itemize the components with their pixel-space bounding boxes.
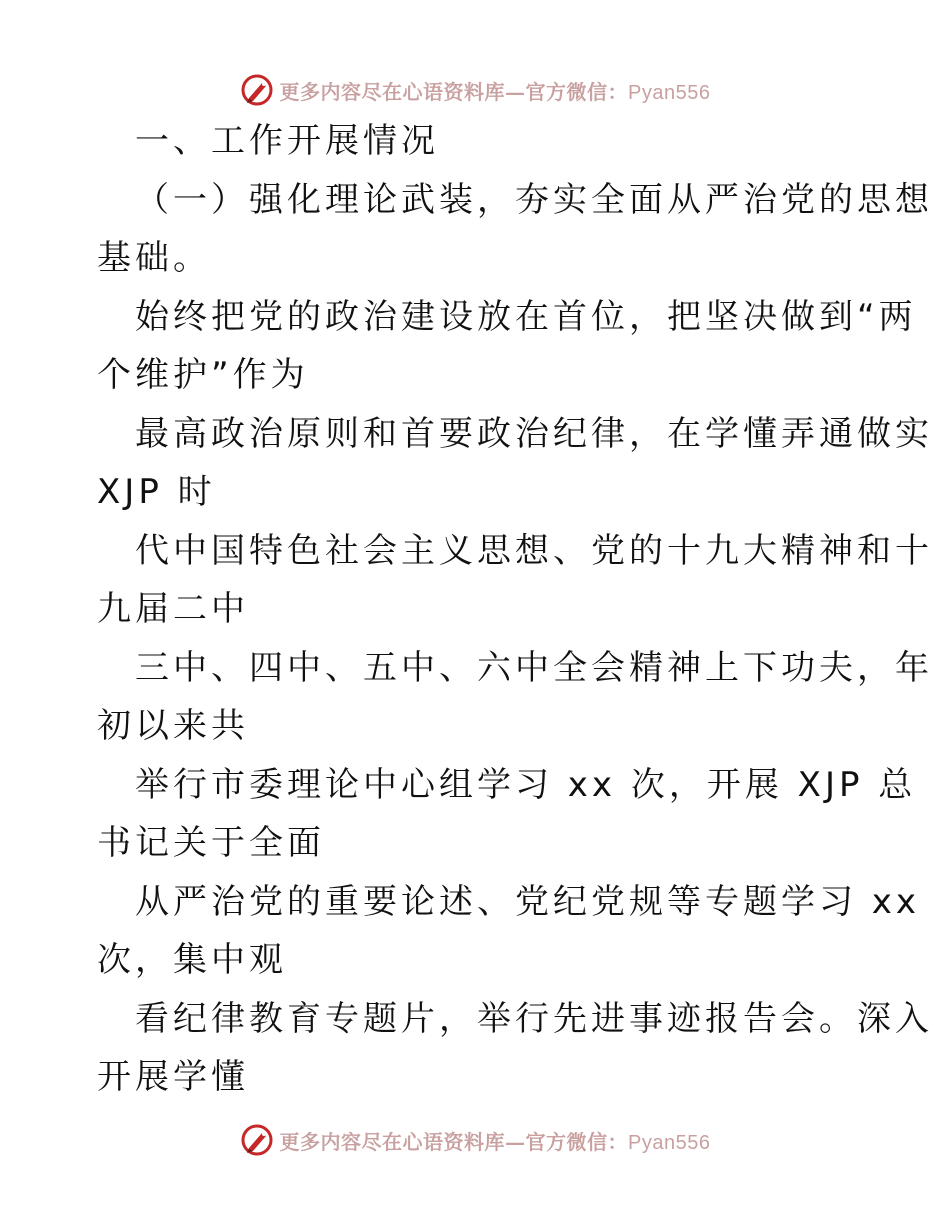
paragraph-first-line: 最高政治原则和首要政治纪律，在学懂弄通做实 [135,413,933,454]
paragraph-continuation-line: 个维护”作为 [97,355,309,395]
paragraph-first-line: 从严治党的重要论述、党纪党规等专题学习 xx [135,881,921,922]
watermark-text: 更多内容尽在心语资料库—官方微信：Pyan556 [279,79,711,104]
document-body [97,112,933,1107]
footer-watermark [0,1120,950,1160]
paragraph-first-line: 一、工作开展情况 [135,121,439,161]
pen-logo-icon [240,1123,274,1157]
paragraph-continuation-line: 九届二中 [97,589,249,629]
paragraph-continuation-line: XJP 时 [97,472,216,512]
paragraph-continuation-line: 初以来共 [97,706,249,746]
paragraph-first-line: 三中、四中、五中、六中全会精神上下功夫，年 [135,647,933,688]
paragraph-first-line: 看纪律教育专题片，举行先进事迹报告会。深入 [135,998,933,1039]
watermark-text: 更多内容尽在心语资料库—官方微信：Pyan556 [279,1129,711,1154]
header-watermark [0,70,950,110]
paragraph-continuation-line: 开展学懂 [97,1057,249,1097]
paragraph-continuation-line: 基础。 [97,238,211,278]
pen-logo-icon [240,73,274,107]
paragraph-continuation-line: 次，集中观 [97,940,287,980]
paragraph-first-line: 代中国特色社会主义思想、党的十九大精神和十 [135,530,933,571]
paragraph-first-line: （一）强化理论武装，夯实全面从严治党的思想 [135,179,933,220]
paragraph-first-line: 举行市委理论中心组学习 xx 次，开展 XJP 总 [135,764,917,805]
paragraph-first-line: 始终把党的政治建设放在首位，把坚决做到“两 [135,296,917,337]
paragraph-continuation-line: 书记关于全面 [97,823,325,863]
